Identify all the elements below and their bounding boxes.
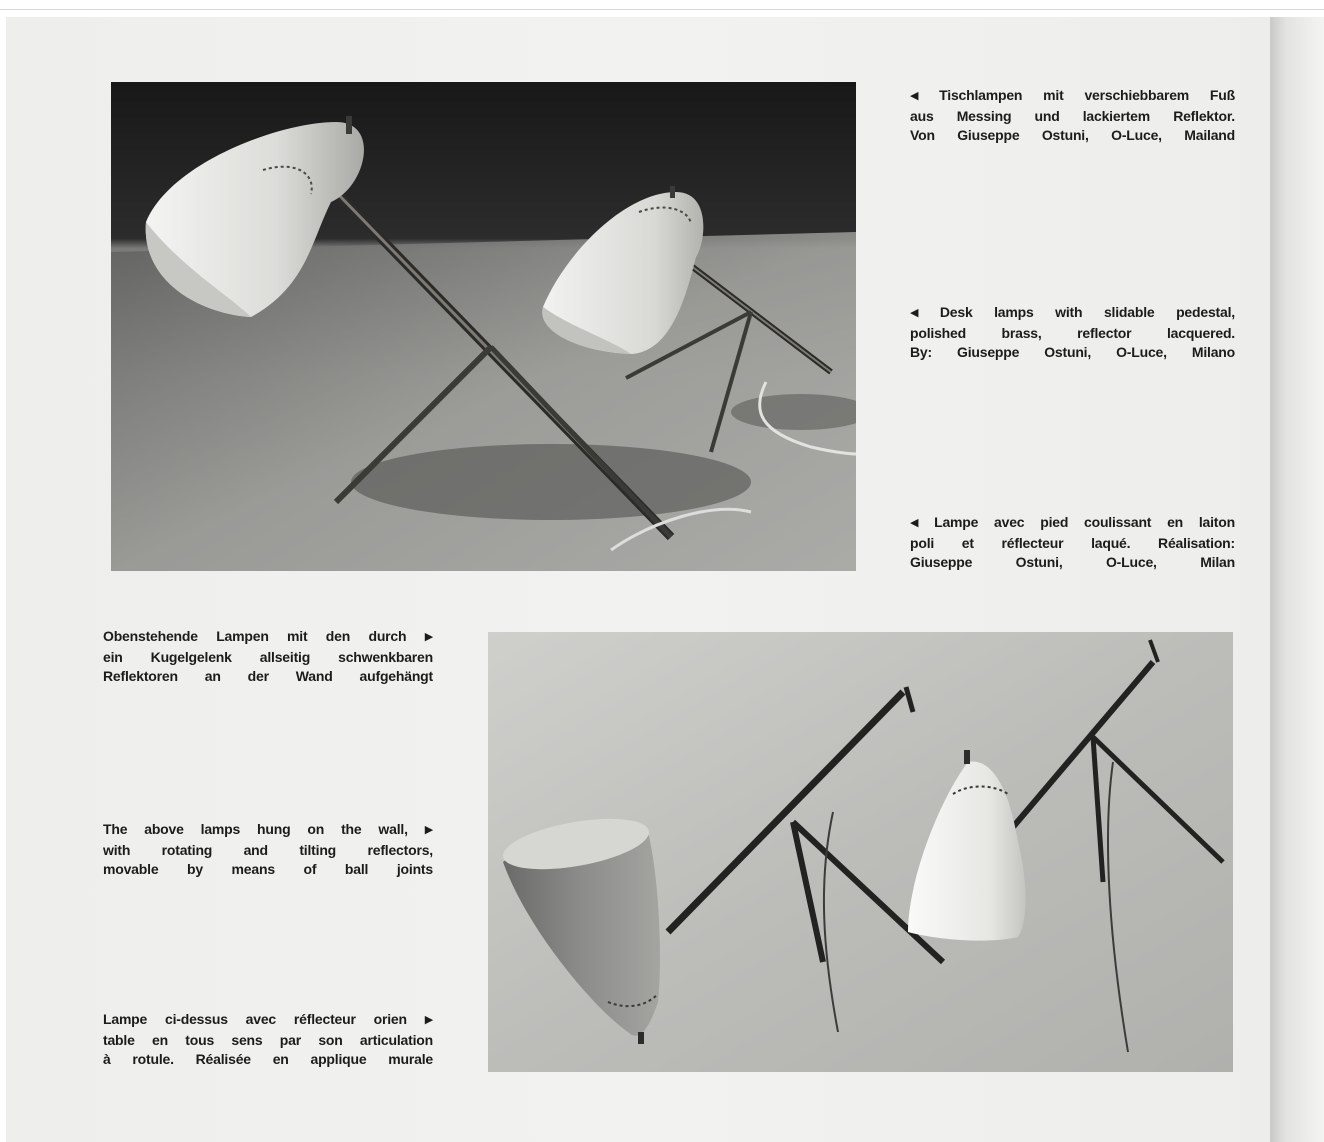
left-arrow-icon: ◀: [910, 517, 919, 529]
caption-line: table en tous sens par son articulation: [103, 1031, 433, 1048]
caption-line: Tischlampen mit verschiebbarem Fuß: [939, 87, 1235, 103]
caption-line: aus Messing und lackiertem Reflektor.: [910, 107, 1235, 124]
wall-lamps-photo: [488, 632, 1233, 1072]
caption-english-wall-lamps: [103, 820, 433, 880]
caption-line: à rotule. Réalisée en applique murale: [103, 1051, 433, 1067]
caption-line: movable by means of ball joints: [103, 861, 433, 877]
caption-line: The above lamps hung on the wall,: [103, 821, 408, 837]
caption-line: Desk lamps with slidable pedestal,: [939, 304, 1235, 320]
right-arrow-icon: ▶: [424, 1014, 433, 1026]
caption-french-desk-lamps: [910, 513, 1235, 573]
caption-line: By: Giuseppe Ostuni, O-Luce, Milano: [910, 344, 1235, 360]
caption-line: ein Kugelgelenk allseitig schwenkbaren: [103, 648, 433, 665]
caption-line: Lampe avec pied coulissant en laiton: [934, 514, 1235, 530]
caption-line: Obenstehende Lampen mit den durch: [103, 628, 407, 644]
caption-line: with rotating and tilting reflectors,: [103, 841, 433, 858]
right-arrow-icon: ▶: [424, 631, 433, 643]
caption-line: Lampe ci-dessus avec réflecteur orien: [103, 1011, 407, 1027]
caption-german-desk-lamps: [910, 86, 1235, 146]
caption-english-desk-lamps: [910, 303, 1235, 363]
caption-german-wall-lamps: [103, 627, 433, 687]
caption-french-wall-lamps: [103, 1010, 433, 1070]
caption-line: Reflektoren an der Wand aufgehängt: [103, 668, 433, 684]
left-arrow-icon: ◀: [910, 307, 919, 319]
left-arrow-icon: ◀: [910, 90, 919, 102]
caption-line: Giuseppe Ostuni, O-Luce, Milan: [910, 554, 1235, 570]
top-divider: [0, 9, 1324, 10]
caption-line: poli et réflecteur laqué. Réalisation:: [910, 534, 1235, 551]
caption-line: polished brass, reflector lacquered.: [910, 324, 1235, 341]
right-arrow-icon: ▶: [424, 824, 433, 836]
page-gutter-shadow: [1270, 17, 1324, 1142]
caption-line: Von Giuseppe Ostuni, O-Luce, Mailand: [910, 127, 1235, 143]
desk-lamps-photo: [111, 82, 856, 571]
